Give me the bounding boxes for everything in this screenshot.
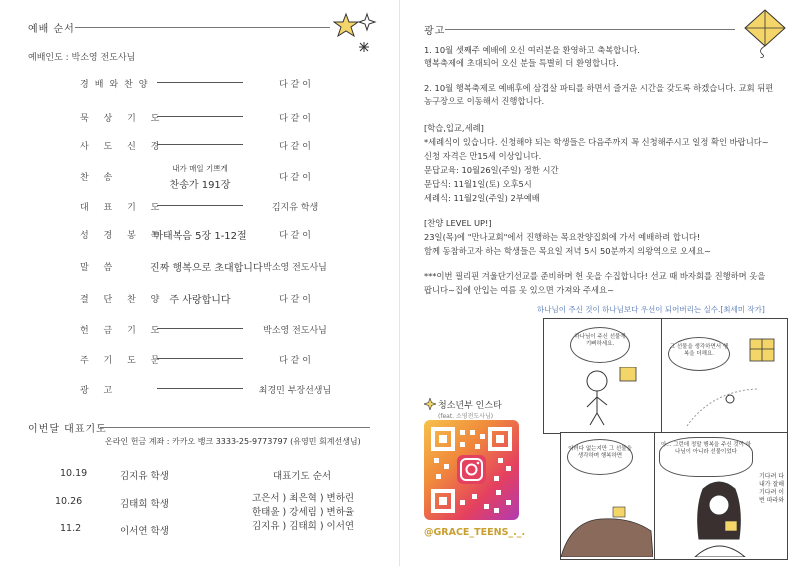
order-leader: 다 같 이 bbox=[279, 295, 311, 305]
prayer-date: 10.19 bbox=[60, 468, 88, 479]
speech-bubble: 이러다 없는지만 그 선물을 생각하며 행복하면 bbox=[567, 439, 633, 475]
offering-account: 온라인 헌금 계좌 : 카카오 뱅크 3333-25-9773797 (유영민 회계선생님) bbox=[105, 437, 361, 446]
notice-line: 23일(목)에 "만나교회"에서 진행하는 목요찬양집회에 가서 예배하려 합니다! bbox=[424, 232, 701, 242]
notice-line: 함께 동참하고자 하는 학생들은 목요일 저녁 5시 50분까지 의왕역으로 오세요~ bbox=[424, 246, 711, 256]
character-icon bbox=[582, 367, 642, 427]
insta-title: 청소년부 인스타 bbox=[438, 401, 502, 411]
notice-section-title: 광고 bbox=[424, 26, 446, 37]
order-label: 광 고 bbox=[80, 386, 119, 396]
order-leader: 다 같 이 bbox=[279, 231, 311, 241]
notice-line: 농구장으로 이동해서 진행합니다. bbox=[424, 96, 545, 106]
gift-icon bbox=[746, 327, 778, 375]
comic-panel bbox=[543, 318, 663, 434]
order-leader: 다 같 이 bbox=[279, 356, 311, 366]
prayer-name: 김지유 학생 bbox=[120, 471, 169, 482]
order-label: 결 단 찬 양 bbox=[80, 295, 166, 305]
hymn-number: 찬송가 191장 bbox=[169, 180, 231, 191]
prayer-name: 이서연 학생 bbox=[120, 526, 169, 537]
response-song: 주 사랑합니다 bbox=[169, 295, 231, 306]
order-label: 묵 상 기 도 bbox=[80, 114, 166, 124]
order-label: 말 씀 bbox=[80, 263, 119, 273]
page-fold-divider bbox=[399, 0, 400, 566]
notice-line: [학습,입교,세례] bbox=[424, 123, 484, 133]
sermon-title: 진짜 행복으로 초대합니다 bbox=[150, 263, 263, 274]
hand-icon bbox=[561, 491, 653, 557]
notice-line: 행복축제에 초대되어 오신 분들 특별히 더 환영합니다. bbox=[424, 58, 619, 68]
order-blank-line bbox=[157, 116, 243, 117]
falling-figure-icon bbox=[682, 381, 762, 431]
order-blank-line bbox=[157, 358, 243, 359]
notice-line: 신청 자격은 만15세 이상입니다. bbox=[424, 151, 542, 161]
order-label: 성 경 봉 독 bbox=[80, 231, 166, 241]
scripture: 마태복음 5장 1-12절 bbox=[153, 231, 247, 242]
notice-title-rule bbox=[445, 29, 735, 30]
order-section-title: 예배 순서 bbox=[28, 24, 75, 35]
notice-line: 문답식: 11월1일(토) 오후5시 bbox=[424, 179, 532, 189]
order-leader: 다 같 이 bbox=[279, 142, 311, 152]
prayer-order-line: 고은서 ) 최은혁 ) 변하린 bbox=[252, 493, 355, 504]
prayer-title-rule bbox=[100, 427, 370, 428]
prayer-order-line: 한태윤 ) 강세림 ) 변하율 bbox=[252, 507, 355, 518]
speech-bubble: 그 선물을 생각하면서 행복을 더해요. bbox=[668, 337, 730, 371]
prayer-name: 김태희 학생 bbox=[120, 499, 169, 510]
order-label: 사 도 신 경 bbox=[80, 142, 166, 152]
order-title-rule bbox=[75, 27, 330, 28]
order-blank-line bbox=[157, 82, 243, 83]
order-label: 헌 금 기 도 bbox=[80, 326, 166, 336]
notice-line: [찬양 LEVEL UP!] bbox=[424, 218, 492, 228]
order-blank-line bbox=[157, 388, 243, 389]
notice-line: 팝니다~집에 안입는 여름 옷 있으면 가져와 주세요~ bbox=[424, 285, 615, 295]
notice-line: 문답교육: 10월26일(주일) 정한 시간 bbox=[424, 165, 559, 175]
order-leader: 김지유 학생 bbox=[271, 203, 319, 213]
woman-figure-icon bbox=[685, 479, 755, 557]
order-leader: 다 같 이 bbox=[279, 173, 311, 183]
sparkle-icon bbox=[424, 398, 436, 410]
order-leader: 최경민 부장선생님 bbox=[258, 386, 332, 396]
comic-caption: 하나님이 주신 것이 하나님보다 우선이 되어버리는 실수.[최세미 작가] bbox=[537, 305, 765, 314]
comic-panel bbox=[654, 432, 788, 560]
notice-line: 2. 10월 행복축제로 예배후에 삼겹살 파티를 하면서 즐거운 시간을 갖도록 하겠습니다. 교회 뒤편 bbox=[424, 83, 774, 93]
order-leader: 다 같 이 bbox=[279, 80, 311, 90]
speech-bubble: 하나님이 주신 선물에 기뻐하세요. bbox=[570, 327, 630, 363]
order-label: 주 기 도 문 bbox=[80, 356, 166, 366]
order-blank-line bbox=[157, 144, 243, 145]
insta-handle[interactable]: @GRACE_TEENS_._. bbox=[424, 527, 526, 538]
worship-leader: 예배인도 : 박소영 전도사님 bbox=[28, 53, 136, 63]
order-leader: 다 같 이 bbox=[279, 114, 311, 124]
order-blank-line bbox=[157, 328, 243, 329]
order-leader: 박소영 전도사님 bbox=[263, 326, 327, 336]
order-label: 대 표 기 도 bbox=[80, 203, 166, 213]
prayer-date: 11.2 bbox=[60, 523, 82, 534]
order-blank-line bbox=[157, 205, 243, 206]
prayer-order-line: 김지유 ) 김태희 ) 이서연 bbox=[252, 521, 355, 532]
speech-bubble: 아... 그런데 정말 행복을 주신 것이 하나님이 아니라 선물이었다 bbox=[659, 437, 753, 477]
star-decoration-icon bbox=[333, 12, 383, 54]
comic-panel bbox=[560, 432, 656, 560]
prayer-order-title: 대표기도 순서 bbox=[273, 471, 332, 482]
order-label: 경배와찬양 bbox=[80, 80, 154, 90]
order-label: 찬 송 bbox=[80, 173, 119, 183]
notice-line: *세례식이 있습니다. 신청해야 되는 학생들은 다음주까지 꼭 신청해주시고 일정 확인 바랍니다~ bbox=[424, 137, 769, 147]
qr-code[interactable] bbox=[424, 420, 519, 520]
order-leader: 박소영 전도사님 bbox=[263, 263, 327, 273]
notice-line: 1. 10월 셋째주 예배에 오신 여러분을 환영하고 축복합니다. bbox=[424, 45, 640, 55]
notice-line: ***이번 필리핀 겨울단기선교를 준비하며 헌 옷을 수집합니다! 선교 때 바자회를 진행하며 옷을 bbox=[424, 271, 766, 281]
prayer-date: 10.26 bbox=[55, 496, 83, 507]
insta-subtitle: (feat. 소영전도사님) bbox=[438, 413, 494, 420]
notice-line: 세례식: 11월2일(주일) 2부예배 bbox=[424, 193, 540, 203]
comic-side-text: 기다려 다 내가 잘해 기다려 이번 따라와 bbox=[759, 473, 785, 504]
kite-icon bbox=[740, 8, 790, 58]
hymn-title: 내가 매일 기쁘게 bbox=[172, 164, 228, 173]
comic-panel bbox=[661, 318, 788, 434]
prayer-section-title: 이번달 대표기도 bbox=[28, 424, 107, 435]
